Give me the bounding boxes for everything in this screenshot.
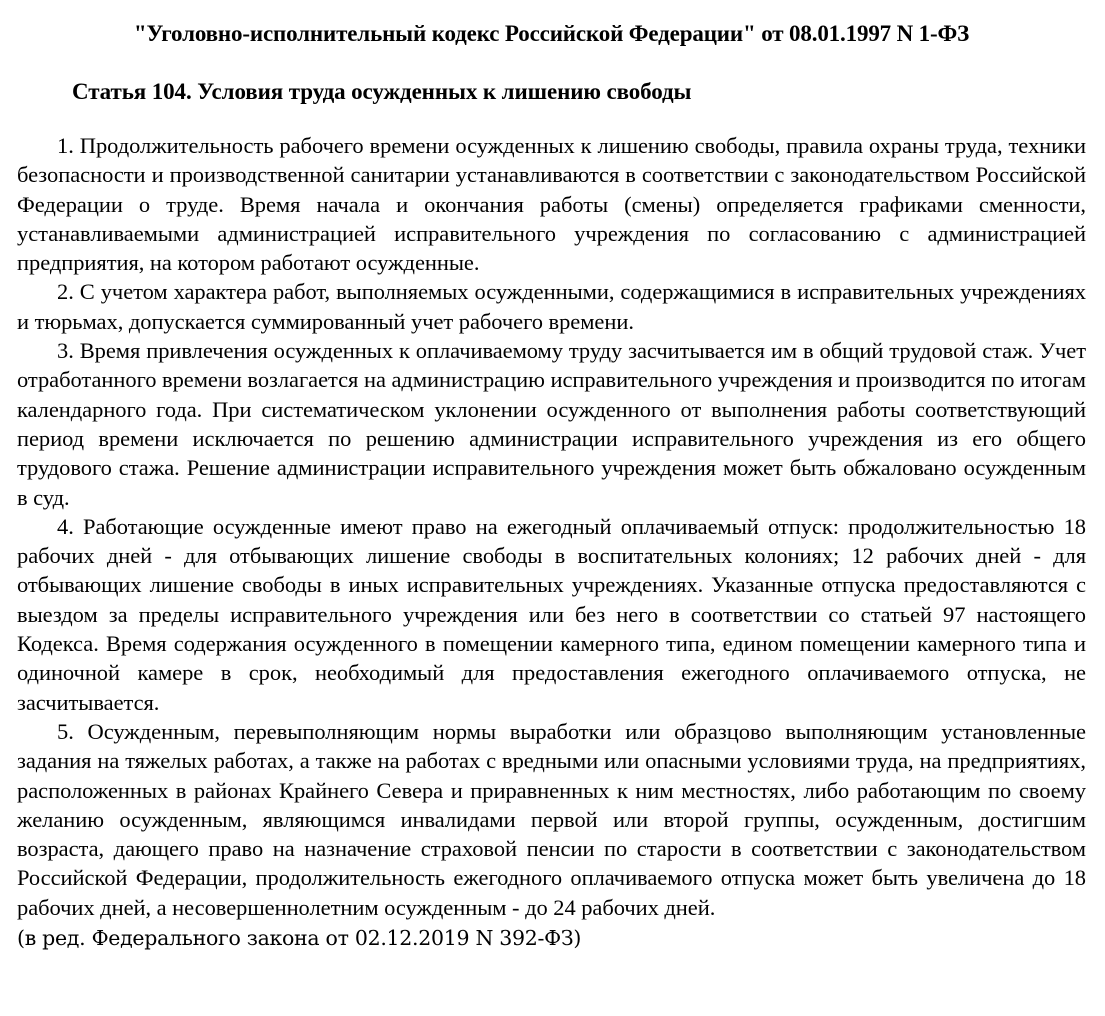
paragraph-3: 3. Время привлечения осужденных к оплачиваемому труду засчитывается им в общий трудовой стаж. Учет отработанного времени возлагается на администрацию исправительного учреждения и производится по итогам календарного года. При систематическом уклонении осужденного от выполнения работы соответствующий период времени исключается по решению администрации исправительного учреждения из его общего трудового стажа. Решение администрации исправительного учреждения может быть обжаловано осужденным в суд. (17, 338, 1086, 510)
document-title: "Уголовно-исполнительный кодекс Российской Федерации" от 08.01.1997 N 1-ФЗ (133, 21, 970, 46)
article-body (17, 107, 1086, 953)
paragraph-5: 5. Осужденным, перевыполняющим нормы выработки или образцово выполняющим установленные задания на тяжелых работах, а также на работах с вредными или опасными условиями труда, на предприятиях, расположенных в районах Крайнего Севера и приравненных к ним местностях, либо работающим по своему желанию осужденным, являющимся инвалидами первой или второй группы, осужденным, достигшим возраста, дающего право на назначение страховой пенсии по старости в соответствии с законодательством Российской Федерации, продолжительность ежегодного оплачиваемого отпуска может быть увеличена до 18 рабочих дней, а несовершеннолетним осужденным - до 24 рабочих дней. (17, 718, 1086, 920)
paragraph-2: 2. С учетом характера работ, выполняемых осужденными, содержащимися в исправительных учреждениях и тюрьмах, допускается суммированный учет рабочего времени. (17, 279, 1086, 334)
paragraph-4: 4. Работающие осужденные имеют право на ежегодный оплачиваемый отпуск: продолжительностью 18 рабочих дней - для отбывающих лишение свободы в воспитательных колониях; 12 рабочих дней - для отбывающих лишение свободы в иных исправительных учреждениях. Указанные отпуска предоставляются с выездом за пределы исправительного учреждения или без него в соответствии со статьей 97 настоящего Кодекса. Время содержания осужденного в помещении камерного типа, едином помещении камерного типа и одиночной камере в срок, необходимый для предоставления ежегодного оплачиваемого отпуска, не засчитывается. (17, 513, 1086, 715)
article-heading: Статья 104. Условия труда осужденных к лишению свободы (72, 79, 692, 104)
paragraph-1: 1. Продолжительность рабочего времени осужденных к лишению свободы, правила охраны труда, техники безопасности и производственной санитарии устанавливаются в соответствии с законодательством Российской Федерации о труде. Время начала и окончания работы (смены) определяется графиками сменности, устанавливаемыми администрацией исправительного учреждения по согласованию с администрацией предприятия, на котором работают осужденные. (17, 133, 1086, 276)
amendment-note: (в ред. Федерального закона от 02.12.2019 N 392-ФЗ) (17, 926, 582, 951)
